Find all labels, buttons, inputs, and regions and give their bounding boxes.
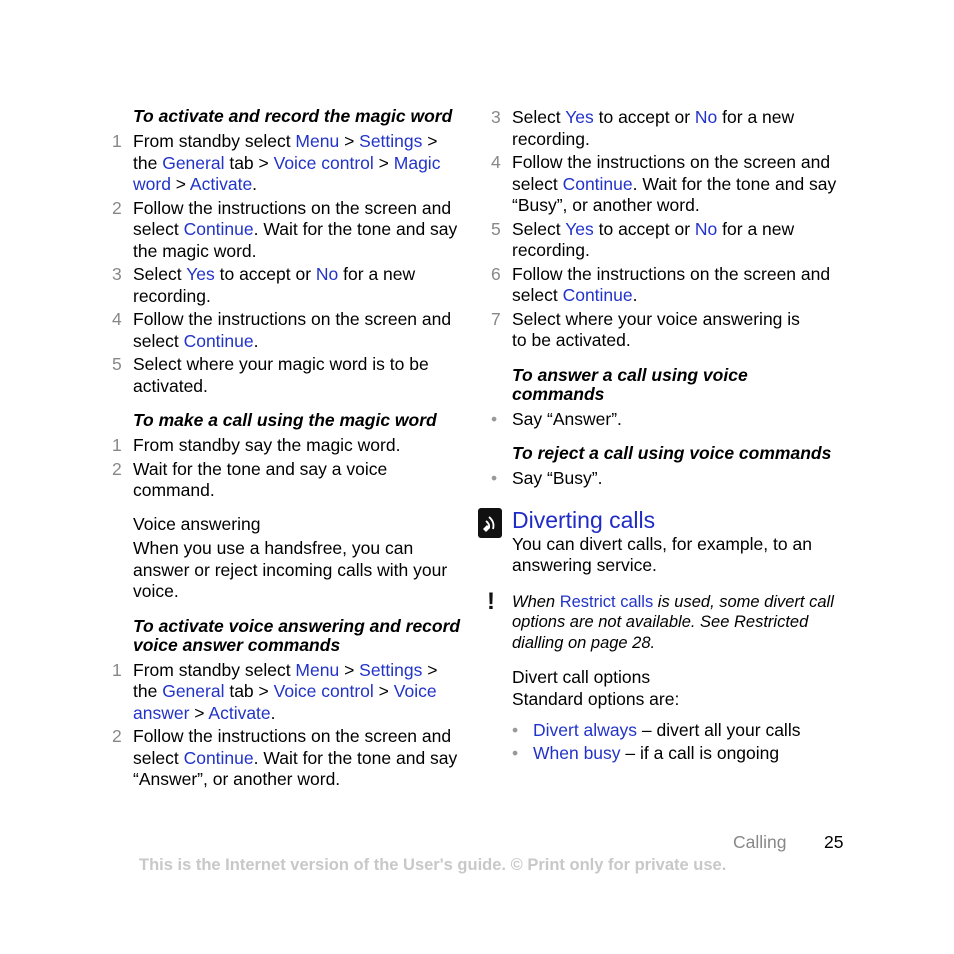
- step-1: [112, 435, 462, 457]
- reject-call-heading: To reject a call using voice commands: [512, 443, 832, 463]
- voice-answering-text: When you use a handsfree, you can answer or reject incoming calls with your voice.: [133, 538, 448, 601]
- step-text: Select Yes to accept or No for a new recording.: [512, 107, 795, 149]
- bullet-item: [491, 468, 841, 490]
- step-number: 1: [112, 131, 122, 151]
- step-1: [112, 131, 462, 196]
- continue-link[interactable]: Continue: [183, 747, 254, 768]
- yes-link[interactable]: Yes: [565, 218, 594, 239]
- step-text: Follow the instructions on the screen and select Continue. Wait for the tone and say the magic word.: [133, 197, 458, 261]
- step-6: [491, 264, 841, 307]
- step-5: [112, 354, 462, 397]
- step-number: 2: [112, 458, 122, 479]
- bullet-icon: •: [491, 408, 498, 429]
- step-2: [112, 726, 462, 791]
- step-text: Follow the instructions on the screen and select Continue.: [512, 263, 831, 305]
- voice-answer-heading: To activate voice answering and record voice answer commands: [133, 615, 461, 655]
- activate-link[interactable]: Activate: [208, 702, 271, 723]
- step-number: 5: [112, 354, 122, 374]
- bullet-text: Divert always – divert all your calls: [533, 720, 801, 740]
- voice-answering-title: Voice answering: [133, 513, 261, 534]
- step-4: [112, 309, 462, 352]
- no-link[interactable]: No: [315, 264, 339, 284]
- step-text: Follow the instructions on the screen and select Continue.: [133, 309, 452, 351]
- step-text: From standby say the magic word.: [133, 435, 401, 455]
- page-number: 25: [824, 832, 844, 852]
- step-text: Wait for the tone and say a voice command.: [133, 458, 388, 500]
- step-text: Select Yes to accept or No for a new recording.: [133, 264, 416, 306]
- step-text: Select where your magic word is to be activated.: [133, 354, 429, 396]
- answer-call-heading: To answer a call using voice commands: [512, 364, 748, 404]
- yes-link[interactable]: Yes: [565, 107, 594, 127]
- footer-section: Calling: [733, 832, 787, 852]
- voice-answer-link[interactable]: Voice answer: [133, 681, 437, 723]
- step-number: 7: [491, 308, 501, 329]
- step-2: [112, 459, 462, 502]
- restrict-note: ! When Restrict calls is used, some divert call options are not available. See Restricted dialling on page 28.: [487, 587, 834, 652]
- bullet-item: [512, 743, 841, 765]
- continue-link[interactable]: Continue: [562, 285, 633, 305]
- continue-link[interactable]: Continue: [562, 173, 633, 194]
- divert-always-link[interactable]: Divert always: [533, 720, 638, 740]
- when-busy-link[interactable]: When busy: [533, 742, 621, 763]
- diverting-calls-title: Diverting calls: [512, 506, 841, 534]
- step-number: 4: [112, 309, 122, 329]
- bullet-text: Say “Answer”.: [512, 408, 622, 429]
- diverting-calls-text: You can divert calls, for example, to an answering service.: [512, 533, 812, 575]
- step-text: From standby select Menu > Settings > the General tab > Voice control > Magic word > Activate.: [133, 131, 441, 194]
- step-number: 1: [112, 435, 122, 455]
- step-number: 3: [491, 107, 501, 127]
- step-4: [491, 152, 841, 217]
- step-7: [491, 309, 841, 352]
- divert-options-title: Divert call options: [512, 667, 651, 687]
- step-text: Select where your voice answering is to be activated.: [512, 308, 800, 350]
- continue-link[interactable]: Continue: [183, 330, 254, 351]
- continue-link[interactable]: Continue: [183, 219, 254, 239]
- bullet-icon: •: [512, 742, 519, 763]
- step-5: [491, 219, 841, 262]
- magic-word-heading: To activate and record the magic word: [133, 106, 453, 126]
- general-link[interactable]: General: [162, 681, 225, 701]
- left-column: [112, 107, 462, 793]
- general-link[interactable]: General: [162, 152, 225, 173]
- settings-link[interactable]: Settings: [359, 659, 423, 680]
- step-number: 3: [112, 264, 122, 284]
- no-link[interactable]: No: [694, 107, 718, 127]
- step-1: [112, 660, 462, 725]
- bullet-text: Say “Busy”.: [512, 468, 603, 488]
- voice-control-link[interactable]: Voice control: [273, 681, 374, 701]
- magic-call-heading: To make a call using the magic word: [133, 410, 437, 430]
- step-text: Follow the instructions on the screen and select Continue. Wait for the tone and say “Answer”, or another word.: [133, 726, 458, 789]
- phone-signal-icon: [478, 508, 502, 538]
- voice-control-link[interactable]: Voice control: [273, 152, 374, 173]
- bullet-icon: •: [491, 468, 498, 488]
- restrict-calls-link[interactable]: Restrict calls: [559, 592, 654, 611]
- step-number: 5: [491, 218, 501, 239]
- step-3: [491, 107, 841, 150]
- step-number: 2: [112, 197, 122, 218]
- menu-link[interactable]: Menu: [295, 131, 340, 151]
- bullet-item: [491, 409, 841, 431]
- right-column: [487, 107, 841, 765]
- step-number: 2: [112, 726, 122, 746]
- divert-options-text: Standard options are:: [512, 688, 680, 709]
- settings-link[interactable]: Settings: [359, 131, 423, 151]
- step-text: Select Yes to accept or No for a new recording.: [512, 218, 795, 260]
- bullet-text: When busy – if a call is ongoing: [533, 742, 780, 763]
- magic-word-link[interactable]: Magic word: [133, 152, 441, 194]
- activate-link[interactable]: Activate: [189, 174, 253, 194]
- yes-link[interactable]: Yes: [186, 264, 215, 284]
- step-text: From standby select Menu > Settings > the General tab > Voice control > Voice answer > Activate.: [133, 659, 438, 723]
- step-2: [112, 198, 462, 263]
- no-link[interactable]: No: [694, 218, 718, 239]
- bullet-icon: •: [512, 720, 519, 740]
- step-3: [112, 264, 462, 307]
- step-text: Follow the instructions on the screen and select Continue. Wait for the tone and say “Busy”, or another word.: [512, 152, 837, 215]
- footer-note: This is the Internet version of the User's guide. © Print only for private use.: [139, 856, 727, 874]
- bullet-item: [512, 720, 841, 742]
- step-number: 4: [491, 152, 501, 172]
- exclamation-icon: !: [487, 587, 495, 615]
- step-number: 1: [112, 659, 122, 680]
- menu-link[interactable]: Menu: [295, 659, 340, 680]
- step-number: 6: [491, 263, 501, 284]
